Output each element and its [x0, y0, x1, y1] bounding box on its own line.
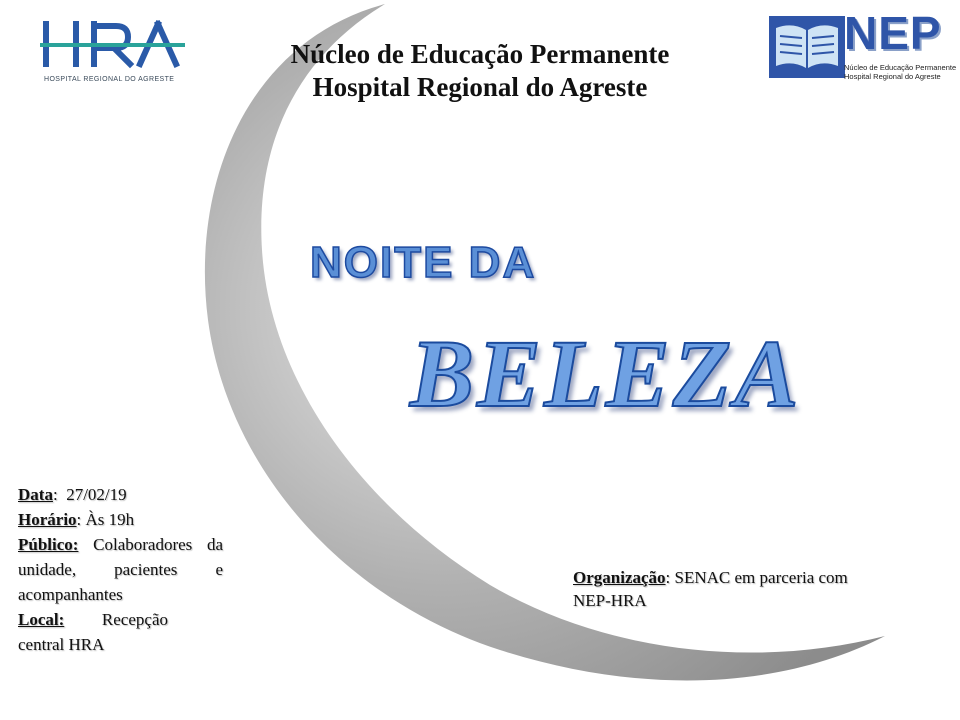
data-value: 27/02/19: [66, 485, 127, 504]
event-info: [18, 482, 223, 657]
hra-logo-icon: [40, 18, 185, 74]
publico-value: Colaboradores da unidade, pacientes e acompanhantes: [18, 535, 224, 604]
publico-label: Público:: [18, 535, 79, 554]
organization-info: Organização: SENAC em parceria com NEP-HRA: [573, 568, 848, 610]
hra-logo: [40, 18, 185, 86]
hra-logo-subtitle: HOSPITAL REGIONAL DO AGRESTE: [44, 76, 175, 83]
info-local-row: [18, 607, 168, 657]
info-publico-row: [18, 532, 223, 607]
page-header: [230, 38, 730, 104]
local-label: Local:: [18, 610, 65, 629]
info-horario-row: Horário: Às 19h: [18, 510, 135, 529]
nep-logo-text: NEP: [844, 7, 942, 59]
open-book-icon: [768, 14, 846, 80]
organization-value: SENAC em parceria com NEP-HRA: [573, 568, 848, 610]
info-data-row: Data: 27/02/19: [18, 485, 127, 504]
nep-logo-subtitle-1: Núcleo de Educação Permanente: [844, 63, 957, 72]
event-title-line-1: NOITE DA: [310, 238, 537, 287]
header-line-1: Núcleo de Educação Permanente: [290, 39, 670, 69]
nep-logo-subtitle-2: Hospital Regional do Agreste: [844, 72, 941, 81]
header-line-2: Hospital Regional do Agreste: [312, 72, 648, 102]
horario-label: Horário: [18, 510, 77, 529]
event-title-line-2: BELEZA: [410, 320, 802, 427]
data-label: Data: [18, 485, 53, 504]
organization-label: Organização: [573, 568, 666, 587]
horario-value: Às 19h: [85, 510, 135, 529]
nep-logo: [768, 7, 957, 84]
local-value: Recepção central HRA: [18, 610, 168, 654]
